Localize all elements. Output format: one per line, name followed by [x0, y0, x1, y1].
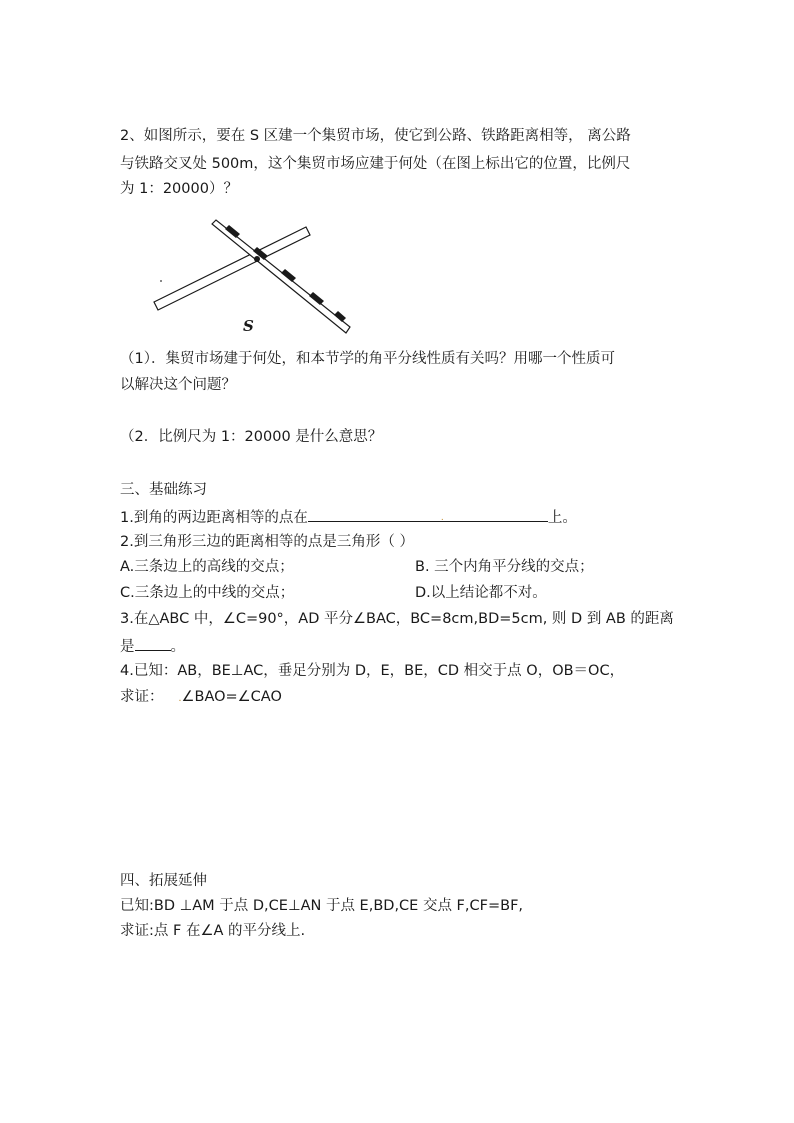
sec3-item4-line2 — [120, 688, 282, 708]
item1-answer-blank[interactable] — [308, 507, 548, 522]
option-c: C.三条边上的中线的交点； — [120, 585, 295, 601]
sec3-item3-line2 — [120, 636, 185, 656]
sec4-heading: 四、拓展延伸 — [120, 873, 207, 889]
item3-prefix: 是 — [120, 639, 135, 655]
item1-suffix: 上。 — [547, 510, 577, 526]
railway — [212, 220, 350, 333]
item4-mark: . — [178, 693, 182, 704]
q2-sub2: （2．比例尺为 1：20000 是什么意思？ — [120, 429, 383, 445]
option-a: A.三条边上的高线的交点； — [120, 559, 294, 575]
blank-mark: . — [440, 513, 444, 523]
sec3-item1 — [120, 507, 577, 527]
item3-answer-blank[interactable] — [135, 636, 171, 651]
item4-claim: ∠BAO=∠CAO — [181, 689, 282, 705]
sec3-options-row2 — [120, 584, 720, 602]
sec4-line2: 求证:点 F 在∠A 的平分线上. — [120, 923, 306, 939]
intersection-dot — [254, 256, 260, 262]
item4-prefix: 求证： — [120, 689, 164, 705]
q2-sub1-line2: 以解决这个问题？ — [120, 377, 236, 393]
sec3-item4-line1: 4.已知：AB，BE⊥AC，垂足分别为 D，E，BE，CD 相交于点 O，OB＝OC， — [120, 663, 625, 679]
sec3-heading: 三、基础练习 — [120, 482, 207, 498]
option-d: D.以上结论都不对。 — [415, 585, 547, 601]
stray-dot — [160, 280, 162, 282]
q2-line2: 与铁路交叉处 500m，这个集贸市场应建于何处（在图上标出它的位置，比例尺 — [120, 156, 631, 172]
sec3-item2: 2.到三角形三边的距离相等的点是三角形（ ） — [120, 534, 414, 550]
sec3-options-row1 — [120, 558, 720, 576]
item3-suffix: 。 — [170, 639, 185, 655]
sec3-item3-line1: 3.在△ABC 中，∠C=90°，AD 平分∠BAC，BC=8cm,BD=5cm, 则 D 到 AB 的距离 — [120, 611, 674, 627]
q2-line3: 为 1：20000）？ — [120, 181, 238, 197]
q2-sub1-line1: （1）．集贸市场建于何处，和本节学的角平分线性质有关吗？用哪一个性质可 — [120, 351, 615, 367]
q2-line1: 2、如图所示，要在 S 区建一个集贸市场，使它到公路、铁路距离相等， 离公路 — [120, 128, 631, 144]
sec4-line1: 已知:BD ⊥AM 于点 D,CE⊥AN 于点 E,BD,CE 交点 F,CF=BF, — [120, 898, 524, 914]
figure-label-s: S — [243, 317, 254, 335]
item1-prefix: 1.到角的两边距离相等的点在 — [120, 510, 308, 526]
option-b: B. 三个内角平分线的交点； — [415, 559, 594, 575]
road-railway-figure — [150, 215, 370, 340]
